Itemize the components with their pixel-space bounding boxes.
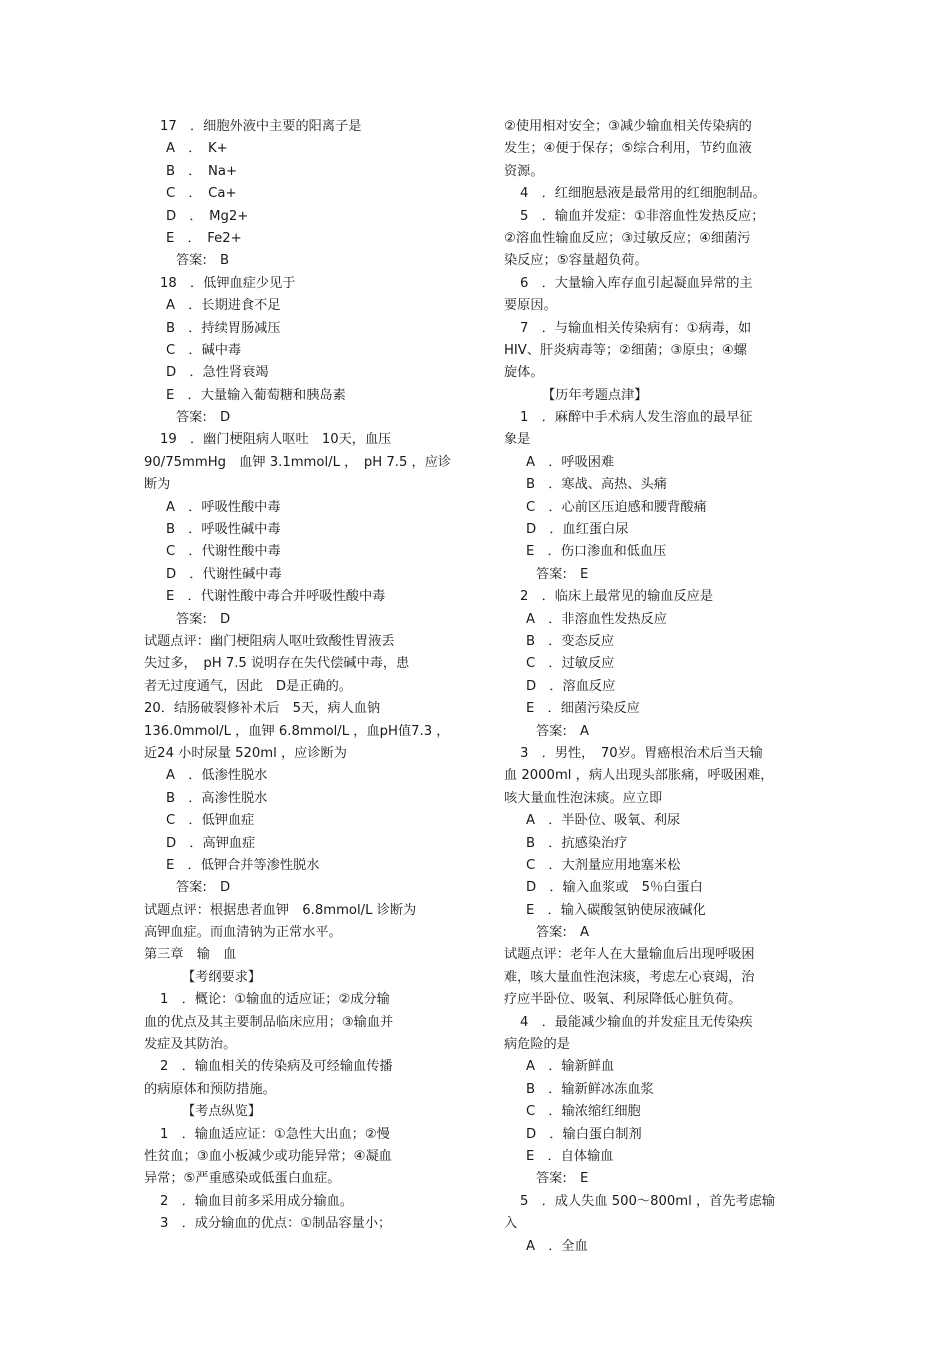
text-line: 高钾血症。而血清钠为正常水平。 [144, 925, 342, 941]
left-column [144, 116, 452, 1236]
text-line: 1 ．麻醉中手术病人发生溶血的最早征 [520, 410, 753, 426]
text-line: A ．低渗性脱水 [166, 768, 268, 784]
text-line: E ．伤口渗血和低血压 [526, 544, 667, 560]
text-line: C ．大剂量应用地塞米松 [526, 857, 681, 873]
text-line: D ．溶血反应 [526, 678, 616, 694]
text-line: 入 [504, 1216, 518, 1232]
text-line: 病危险的是 [504, 1037, 570, 1053]
text-line: A ．呼吸困难 [526, 454, 615, 470]
text-line: B ．高渗性脱水 [166, 790, 268, 806]
text-line: B ．持续胃肠减压 [166, 320, 281, 336]
text-line: 【考纲要求】 [182, 969, 262, 985]
text-line: E ．输入碳酸氢钠使尿液碱化 [526, 902, 706, 918]
text-line: E ．低钾合并等渗性脱水 [166, 857, 320, 873]
text-line: E ．自体输血 [526, 1148, 614, 1164]
text-line: 5 ．成人失血 500～800ml ，首先考虑输 [520, 1193, 776, 1209]
text-line: 136.0mmol/L ，血钾 6.8mmol/L ，血pH值7.3 ， [144, 723, 450, 739]
text-line: 2 ．输血目前多采用成分输血。 [160, 1193, 354, 1209]
text-line: 7 ．与输血相关传染病有：①病毒，如 [520, 320, 752, 336]
text-line: 90/75mmHg 血钾 3.1mmol/L ， pH 7.5 ，应诊 [144, 454, 452, 470]
text-line: B ．输新鲜冰冻血浆 [526, 1081, 654, 1097]
right-column [504, 116, 804, 1258]
text-line: D ．急性肾衰竭 [166, 365, 269, 381]
text-line: 18 ．低钾血症少见于 [160, 275, 296, 291]
text-line: 20．结肠破裂修补术后 5天，病人血钠 [144, 701, 381, 717]
text-line: 答案: A [536, 925, 590, 941]
text-line: C ．低钾血症 [166, 813, 255, 829]
text-line: A ．长期进食不足 [166, 298, 281, 314]
text-line: 3 ．男性， 70岁。胃癌根治术后当天输 [520, 745, 763, 761]
text-line: D ．输白蛋白制剂 [526, 1126, 642, 1142]
text-line: 疗应半卧位、吸氧、利尿降低心脏负荷。 [504, 992, 742, 1008]
text-line: 近24 小时尿量 520ml ，应诊断为 [144, 745, 347, 761]
text-line: D ．代谢性碱中毒 [166, 566, 282, 582]
text-line: B ． Na+ [166, 163, 238, 179]
text-line: 4 ．红细胞悬液是最常用的红细胞制品。 [520, 186, 766, 202]
text-line: 第三章 输 血 [144, 947, 237, 963]
text-line: 5 ．输血并发症：①非溶血性发热反应； [520, 208, 765, 224]
text-line: 断为 [144, 477, 171, 493]
text-line: 19 ．幽门梗阻病人呕吐 10天，血压 [160, 432, 392, 448]
text-line: 【考点纵览】 [182, 1104, 262, 1120]
text-line: 资源。 [504, 163, 544, 179]
text-line: 试题点评：老年人在大量输血后出现呼吸困 [504, 947, 755, 963]
text-line: 试题点评：幽门梗阻病人呕吐致酸性胃液丢 [144, 633, 395, 649]
text-line: ②使用相对安全；③减少输血相关传染病的 [504, 119, 752, 134]
text-line: 发生；④便于保存；⑤综合利用，节约血液 [504, 141, 752, 157]
text-line: 血 2000ml ，病人出现头部胀痛，呼吸困难， [504, 768, 774, 784]
text-line: B ．抗感染治疗 [526, 835, 628, 851]
text-line: C ． Ca+ [166, 186, 237, 202]
text-line: A ． K+ [166, 141, 228, 157]
text-line: C ．过敏反应 [526, 656, 615, 672]
text-line: B ．变态反应 [526, 633, 615, 649]
text-line: 17 ．细胞外液中主要的阳离子是 [160, 119, 362, 134]
text-line: 难，咳大量血性泡沫痰，考虑左心衰竭，治 [504, 969, 755, 985]
text-line: 发症及其防治。 [144, 1037, 237, 1053]
text-line: 4 ．最能减少输血的并发症且无传染疾 [520, 1014, 753, 1030]
text-line: A ．输新鲜血 [526, 1059, 615, 1075]
text-line: D ．高钾血症 [166, 835, 256, 851]
text-line: B ．呼吸性碱中毒 [166, 522, 281, 538]
text-line: 1 ．输血适应证：①急性大出血；②慢 [160, 1126, 390, 1142]
text-line: C ．输浓缩红细胞 [526, 1104, 641, 1120]
text-line: HIV、肝炎病毒等；②细菌；③原虫；④螺 [504, 342, 747, 358]
text-line: D ．输入血浆或 5％白蛋白 [526, 880, 703, 896]
text-line: 1 ．概论：①输血的适应证；②成分输 [160, 992, 390, 1008]
text-line: 答案: B [176, 253, 230, 269]
text-line: 6 ．大量输入库存血引起凝血异常的主 [520, 275, 753, 291]
text-line: 2 ．临床上最常见的输血反应是 [520, 589, 714, 605]
text-line: 的病原体和预防措施。 [144, 1081, 276, 1097]
text-line: C ．碱中毒 [166, 342, 242, 358]
text-line: 试题点评：根据患者血钾 6.8mmol/L 诊断为 [144, 902, 417, 918]
text-line: 要原因。 [504, 298, 557, 314]
text-line: A ．呼吸性酸中毒 [166, 499, 281, 515]
text-line: D ． Mg2+ [166, 208, 249, 224]
text-line: 旋体。 [504, 365, 544, 381]
text-line: A ．半卧位、吸氧、利尿 [526, 813, 681, 829]
text-line: E ．细菌污染反应 [526, 701, 640, 717]
text-line: 答案: D [176, 611, 231, 627]
text-line: E ．代谢性酸中毒合并呼吸性酸中毒 [166, 589, 386, 605]
text-line: 答案: E [536, 1171, 589, 1187]
text-line: 答案: D [176, 880, 231, 896]
text-line: 异常；⑤严重感染或低蛋白血症。 [144, 1171, 341, 1187]
text-line: A ．全血 [526, 1238, 588, 1254]
text-line: E ． Fe2+ [166, 230, 242, 246]
text-line: 答案: A [536, 723, 590, 739]
text-line: 3 ．成分输血的优点：①制品容量小； [160, 1216, 392, 1232]
text-line: E ．大量输入葡萄糖和胰岛素 [166, 387, 346, 403]
text-line: B ．寒战、高热、头痛 [526, 477, 667, 493]
text-line: 2 ．输血相关的传染病及可经输血传播 [160, 1059, 393, 1075]
text-line: 象是 [504, 432, 531, 448]
text-line: C ．代谢性酸中毒 [166, 544, 281, 560]
text-line: 染反应；⑤容量超负荷。 [504, 253, 648, 269]
text-line: ②溶血性输血反应；③过敏反应；④细菌污 [504, 230, 751, 246]
text-line: 性贫血；③血小板减少或功能异常；④凝血 [144, 1148, 392, 1164]
text-line: D ．血红蛋白尿 [526, 522, 629, 538]
text-line: 血的优点及其主要制品临床应用；③输血并 [144, 1014, 394, 1030]
text-line: A ．非溶血性发热反应 [526, 611, 667, 627]
text-line: 答案: E [536, 566, 589, 582]
text-line: C ．心前区压迫感和腰背酸痛 [526, 499, 707, 515]
text-line: 【历年考题点津】 [542, 387, 648, 403]
text-line: 失过多， pH 7.5 说明存在失代偿碱中毒，患 [144, 656, 410, 672]
text-line: 答案: D [176, 410, 231, 426]
text-line: 者无过度通气，因此 D是正确的。 [144, 678, 352, 694]
text-line: 咳大量血性泡沫痰。应立即 [504, 790, 663, 806]
